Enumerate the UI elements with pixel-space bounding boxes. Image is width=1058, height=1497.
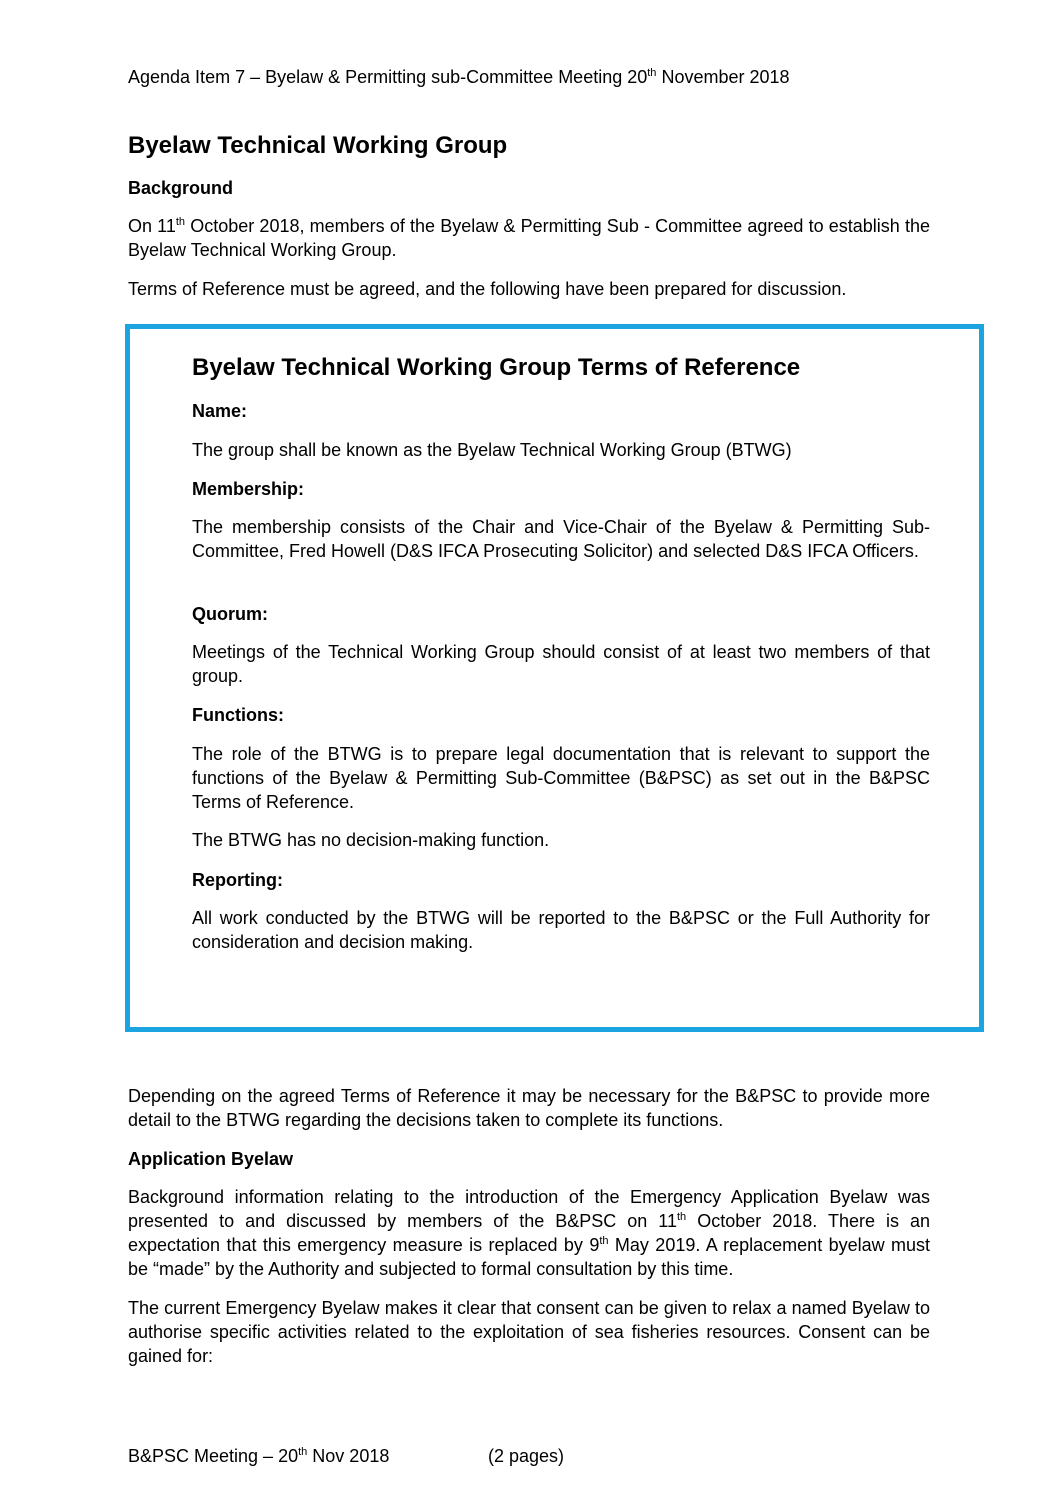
- tor-name-text: The group shall be known as the Byelaw Technical Working Group (BTWG): [192, 440, 792, 460]
- application-para1-sup2: th: [599, 1235, 609, 1247]
- application-heading: Application Byelaw: [128, 1149, 294, 1169]
- application-para1-sup1: th: [677, 1211, 687, 1223]
- application-para1-a: Background information relating to the introduction of the Emergency Application Byelaw was presented to and discussed by members of the B&PSC on 11: [128, 1187, 930, 1231]
- after-box-paragraph: Depending on the agreed Terms of Reference it may be necessary for the B&PSC to provide more detail to the BTWG regarding the decisions taken to complete its functions.: [128, 1086, 930, 1130]
- background-para1-start: On 11: [128, 216, 176, 236]
- header-text-end: November 2018: [656, 67, 790, 87]
- footer-text-end: Nov 2018: [307, 1446, 390, 1466]
- background-para1-end: October 2018, members of the Byelaw & Permitting Sub - Committee agreed to establish the Byelaw Technical Working Group.: [128, 216, 930, 260]
- tor-quorum-heading: Quorum:: [192, 604, 268, 624]
- background-heading: Background: [128, 178, 234, 198]
- page-count: (2 pages): [488, 1446, 565, 1466]
- header-text: Agenda Item 7 – Byelaw & Permitting sub-Committee Meeting 20: [128, 67, 648, 87]
- application-paragraph-2: The current Emergency Byelaw makes it clear that consent can be given to relax a named Byelaw to authorise specific activities related to the exploitation of sea fisheries resources. Consent can be gained for:: [128, 1298, 930, 1366]
- application-para1-b: October 2018. There is an expectation that this emergency measure is replaced by 9: [128, 1211, 931, 1255]
- tor-name-heading: Name:: [192, 401, 248, 421]
- tor-membership-heading: Membership:: [192, 479, 305, 499]
- footer-text: B&PSC Meeting – 20: [128, 1446, 299, 1466]
- page-header: [128, 65, 928, 89]
- header-sup: th: [647, 67, 657, 79]
- tor-functions-heading: Functions:: [192, 705, 284, 725]
- application-para1-c: May 2019. A replacement byelaw must be “made” by the Authority and subjected to formal consultation by this time.: [128, 1235, 931, 1279]
- application-paragraph-1: [128, 1185, 930, 1281]
- background-paragraph-2: Terms of Reference must be agreed, and the following have been prepared for discussion.: [128, 279, 847, 299]
- background-para1-sup: th: [175, 216, 186, 228]
- background-paragraph-1: [128, 214, 930, 262]
- page-title: Byelaw Technical Working Group: [128, 132, 508, 159]
- page-footer: [128, 1444, 448, 1468]
- tor-quorum-text: Meetings of the Technical Working Group should consist of at least two members of that group.: [192, 642, 930, 686]
- footer-sup: th: [298, 1446, 308, 1458]
- tor-reporting-text: All work conducted by the BTWG will be reported to the B&PSC or the Full Authority for consideration and decision making.: [192, 908, 930, 952]
- tor-reporting-heading: Reporting:: [192, 870, 283, 890]
- tor-membership-text: The membership consists of the Chair and Vice-Chair of the Byelaw & Permitting Sub-Committee, Fred Howell (D&S IFCA Prosecuting Solicitor) and selected D&S IFCA Officers.: [192, 517, 930, 561]
- tor-title: Byelaw Technical Working Group Terms of Reference: [192, 354, 801, 381]
- tor-functions-text-1: The role of the BTWG is to prepare legal documentation that is relevant to support the functions of the Byelaw & Permitting Sub-Committee (B&PSC) as set out in the B&PSC Terms of Reference.: [192, 744, 930, 812]
- tor-functions-text-2: The BTWG has no decision-making function.: [192, 830, 550, 850]
